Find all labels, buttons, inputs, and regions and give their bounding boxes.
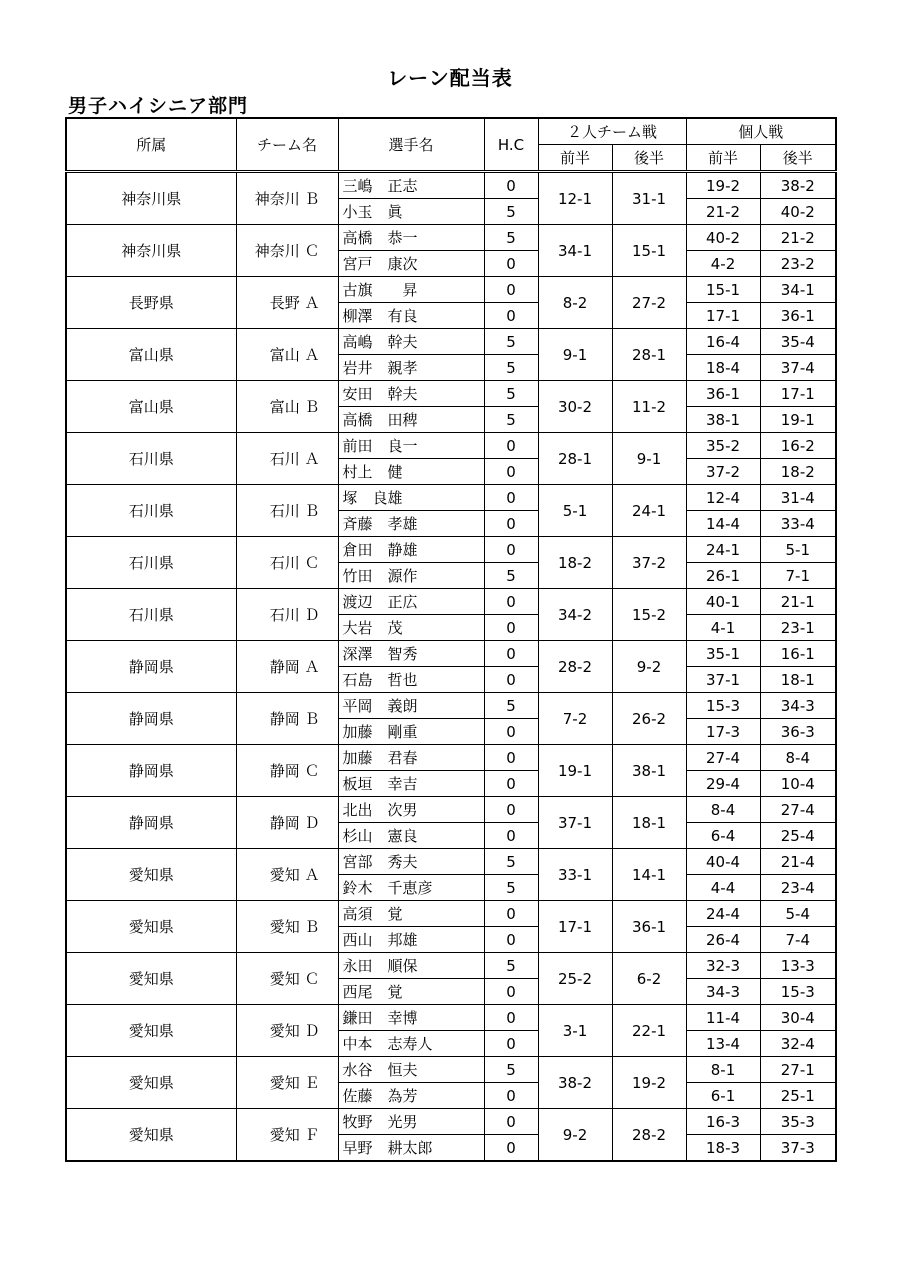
- header-affiliation: 所属: [66, 118, 236, 172]
- player-name-cell: 斉藤 孝雄: [338, 511, 484, 537]
- affiliation-cell: 愛知県: [66, 1109, 236, 1162]
- team-name-cell: 神奈川 Ｂ: [236, 172, 338, 225]
- individual-lane-second-cell: 37-4: [760, 355, 836, 381]
- team-name-cell: 静岡 Ｄ: [236, 797, 338, 849]
- team-lane-second-cell: 18-1: [612, 797, 686, 849]
- team-lane-first-cell: 8-2: [538, 277, 612, 329]
- team-lane-first-cell: 19-1: [538, 745, 612, 797]
- individual-lane-first-cell: 26-4: [686, 927, 760, 953]
- individual-lane-first-cell: 11-4: [686, 1005, 760, 1031]
- handicap-cell: 5: [484, 199, 538, 225]
- team-row: [66, 849, 836, 875]
- team-row: [66, 589, 836, 615]
- affiliation-cell: 石川県: [66, 433, 236, 485]
- player-name-cell: 高橋 恭一: [338, 225, 484, 251]
- handicap-cell: 0: [484, 251, 538, 277]
- handicap-cell: 5: [484, 563, 538, 589]
- team-lane-first-cell: 12-1: [538, 172, 612, 225]
- team-lane-second-cell: 26-2: [612, 693, 686, 745]
- individual-lane-second-cell: 16-2: [760, 433, 836, 459]
- individual-lane-first-cell: 6-4: [686, 823, 760, 849]
- handicap-cell: 0: [484, 485, 538, 511]
- player-name-cell: 西尾 覚: [338, 979, 484, 1005]
- individual-lane-second-cell: 36-1: [760, 303, 836, 329]
- team-lane-second-cell: 27-2: [612, 277, 686, 329]
- handicap-cell: 0: [484, 1031, 538, 1057]
- individual-lane-second-cell: 27-4: [760, 797, 836, 823]
- player-name-cell: 板垣 幸吉: [338, 771, 484, 797]
- player-name-cell: 高橋 田稗: [338, 407, 484, 433]
- handicap-cell: 0: [484, 927, 538, 953]
- individual-lane-second-cell: 37-3: [760, 1135, 836, 1162]
- individual-lane-first-cell: 8-4: [686, 797, 760, 823]
- individual-lane-second-cell: 27-1: [760, 1057, 836, 1083]
- handicap-cell: 0: [484, 901, 538, 927]
- team-name-cell: 富山 Ｂ: [236, 381, 338, 433]
- player-name-cell: 柳澤 有良: [338, 303, 484, 329]
- header-team-name: チーム名: [236, 118, 338, 172]
- team-lane-first-cell: 34-2: [538, 589, 612, 641]
- affiliation-cell: 愛知県: [66, 1005, 236, 1057]
- header-individual: 個人戦: [686, 118, 836, 145]
- team-lane-first-cell: 37-1: [538, 797, 612, 849]
- team-lane-second-cell: 22-1: [612, 1005, 686, 1057]
- individual-lane-first-cell: 16-3: [686, 1109, 760, 1135]
- individual-lane-first-cell: 24-4: [686, 901, 760, 927]
- handicap-cell: 0: [484, 797, 538, 823]
- handicap-cell: 0: [484, 537, 538, 563]
- team-lane-second-cell: 19-2: [612, 1057, 686, 1109]
- individual-lane-second-cell: 30-4: [760, 1005, 836, 1031]
- team-lane-second-cell: 38-1: [612, 745, 686, 797]
- handicap-cell: 0: [484, 979, 538, 1005]
- handicap-cell: 5: [484, 381, 538, 407]
- team-row: [66, 537, 836, 563]
- affiliation-cell: 愛知県: [66, 849, 236, 901]
- player-name-cell: 水谷 恒夫: [338, 1057, 484, 1083]
- individual-lane-first-cell: 26-1: [686, 563, 760, 589]
- handicap-cell: 5: [484, 875, 538, 901]
- individual-lane-second-cell: 38-2: [760, 172, 836, 199]
- team-lane-second-cell: 9-1: [612, 433, 686, 485]
- team-row: [66, 277, 836, 303]
- player-name-cell: 倉田 静雄: [338, 537, 484, 563]
- individual-lane-first-cell: 15-3: [686, 693, 760, 719]
- player-name-cell: 岩井 親孝: [338, 355, 484, 381]
- header-team-second-half: 後半: [612, 145, 686, 172]
- individual-lane-second-cell: 10-4: [760, 771, 836, 797]
- affiliation-cell: 愛知県: [66, 1057, 236, 1109]
- team-lane-second-cell: 36-1: [612, 901, 686, 953]
- player-name-cell: 杉山 憲良: [338, 823, 484, 849]
- player-name-cell: 小玉 眞: [338, 199, 484, 225]
- player-name-cell: 前田 良一: [338, 433, 484, 459]
- individual-lane-second-cell: 17-1: [760, 381, 836, 407]
- team-name-cell: 愛知 Ｅ: [236, 1057, 338, 1109]
- individual-lane-first-cell: 18-4: [686, 355, 760, 381]
- individual-lane-second-cell: 16-1: [760, 641, 836, 667]
- affiliation-cell: 愛知県: [66, 901, 236, 953]
- individual-lane-first-cell: 17-3: [686, 719, 760, 745]
- team-name-cell: 愛知 Ｆ: [236, 1109, 338, 1162]
- player-name-cell: 宮戸 康次: [338, 251, 484, 277]
- team-row: [66, 172, 836, 199]
- individual-lane-first-cell: 4-1: [686, 615, 760, 641]
- player-name-cell: 加藤 君春: [338, 745, 484, 771]
- header-player-name: 選手名: [338, 118, 484, 172]
- individual-lane-second-cell: 21-2: [760, 225, 836, 251]
- individual-lane-second-cell: 7-4: [760, 927, 836, 953]
- player-name-cell: 大岩 茂: [338, 615, 484, 641]
- individual-lane-first-cell: 4-4: [686, 875, 760, 901]
- individual-lane-first-cell: 19-2: [686, 172, 760, 199]
- team-lane-first-cell: 5-1: [538, 485, 612, 537]
- player-name-cell: 村上 健: [338, 459, 484, 485]
- affiliation-cell: 神奈川県: [66, 172, 236, 225]
- individual-lane-first-cell: 29-4: [686, 771, 760, 797]
- team-row: [66, 329, 836, 355]
- team-name-cell: 静岡 Ｂ: [236, 693, 338, 745]
- individual-lane-first-cell: 14-4: [686, 511, 760, 537]
- player-name-cell: 牧野 光男: [338, 1109, 484, 1135]
- team-lane-second-cell: 15-1: [612, 225, 686, 277]
- individual-lane-second-cell: 25-4: [760, 823, 836, 849]
- team-lane-first-cell: 17-1: [538, 901, 612, 953]
- handicap-cell: 0: [484, 771, 538, 797]
- player-name-cell: 加藤 剛重: [338, 719, 484, 745]
- header-individual-first-half: 前半: [686, 145, 760, 172]
- individual-lane-first-cell: 40-2: [686, 225, 760, 251]
- handicap-cell: 0: [484, 1135, 538, 1162]
- team-name-cell: 石川 Ａ: [236, 433, 338, 485]
- team-lane-first-cell: 38-2: [538, 1057, 612, 1109]
- individual-lane-second-cell: 25-1: [760, 1083, 836, 1109]
- handicap-cell: 0: [484, 1005, 538, 1031]
- team-name-cell: 石川 Ｂ: [236, 485, 338, 537]
- handicap-cell: 0: [484, 433, 538, 459]
- individual-lane-second-cell: 21-1: [760, 589, 836, 615]
- individual-lane-second-cell: 19-1: [760, 407, 836, 433]
- team-lane-first-cell: 3-1: [538, 1005, 612, 1057]
- affiliation-cell: 富山県: [66, 329, 236, 381]
- team-lane-second-cell: 9-2: [612, 641, 686, 693]
- player-name-cell: 鎌田 幸博: [338, 1005, 484, 1031]
- team-lane-second-cell: 31-1: [612, 172, 686, 225]
- individual-lane-first-cell: 36-1: [686, 381, 760, 407]
- handicap-cell: 0: [484, 172, 538, 199]
- individual-lane-second-cell: 18-1: [760, 667, 836, 693]
- player-name-cell: 平岡 義朗: [338, 693, 484, 719]
- individual-lane-second-cell: 23-4: [760, 875, 836, 901]
- player-name-cell: 高嶋 幹夫: [338, 329, 484, 355]
- individual-lane-first-cell: 16-4: [686, 329, 760, 355]
- individual-lane-first-cell: 6-1: [686, 1083, 760, 1109]
- team-name-cell: 愛知 Ａ: [236, 849, 338, 901]
- individual-lane-second-cell: 8-4: [760, 745, 836, 771]
- team-lane-first-cell: 30-2: [538, 381, 612, 433]
- team-row: [66, 693, 836, 719]
- team-row: [66, 433, 836, 459]
- team-lane-first-cell: 9-2: [538, 1109, 612, 1162]
- player-name-cell: 深澤 智秀: [338, 641, 484, 667]
- handicap-cell: 5: [484, 329, 538, 355]
- individual-lane-first-cell: 13-4: [686, 1031, 760, 1057]
- team-row: [66, 485, 836, 511]
- team-name-cell: 神奈川 Ｃ: [236, 225, 338, 277]
- team-row: [66, 797, 836, 823]
- affiliation-cell: 石川県: [66, 537, 236, 589]
- handicap-cell: 0: [484, 277, 538, 303]
- handicap-cell: 5: [484, 225, 538, 251]
- individual-lane-first-cell: 4-2: [686, 251, 760, 277]
- affiliation-cell: 神奈川県: [66, 225, 236, 277]
- individual-lane-second-cell: 13-3: [760, 953, 836, 979]
- individual-lane-second-cell: 21-4: [760, 849, 836, 875]
- individual-lane-second-cell: 23-2: [760, 251, 836, 277]
- individual-lane-second-cell: 35-3: [760, 1109, 836, 1135]
- individual-lane-first-cell: 35-2: [686, 433, 760, 459]
- team-row: [66, 1109, 836, 1135]
- individual-lane-second-cell: 5-4: [760, 901, 836, 927]
- individual-lane-first-cell: 32-3: [686, 953, 760, 979]
- team-lane-first-cell: 28-1: [538, 433, 612, 485]
- individual-lane-first-cell: 27-4: [686, 745, 760, 771]
- team-lane-second-cell: 37-2: [612, 537, 686, 589]
- handicap-cell: 0: [484, 589, 538, 615]
- team-lane-second-cell: 11-2: [612, 381, 686, 433]
- team-name-cell: 石川 Ｃ: [236, 537, 338, 589]
- player-name-cell: 石島 哲也: [338, 667, 484, 693]
- handicap-cell: 0: [484, 641, 538, 667]
- team-lane-first-cell: 9-1: [538, 329, 612, 381]
- document-title: レーン配当表: [387, 66, 513, 90]
- individual-lane-first-cell: 18-3: [686, 1135, 760, 1162]
- player-name-cell: 古旗 昇: [338, 277, 484, 303]
- affiliation-cell: 石川県: [66, 589, 236, 641]
- individual-lane-first-cell: 40-4: [686, 849, 760, 875]
- team-row: [66, 745, 836, 771]
- team-lane-second-cell: 24-1: [612, 485, 686, 537]
- team-row: [66, 1057, 836, 1083]
- player-name-cell: 竹田 源作: [338, 563, 484, 589]
- individual-lane-second-cell: 34-3: [760, 693, 836, 719]
- player-name-cell: 早野 耕太郎: [338, 1135, 484, 1162]
- player-name-cell: 北出 次男: [338, 797, 484, 823]
- individual-lane-second-cell: 34-1: [760, 277, 836, 303]
- player-name-cell: 中本 志寿人: [338, 1031, 484, 1057]
- team-name-cell: 愛知 Ｂ: [236, 901, 338, 953]
- handicap-cell: 0: [484, 719, 538, 745]
- team-lane-second-cell: 28-1: [612, 329, 686, 381]
- individual-lane-second-cell: 32-4: [760, 1031, 836, 1057]
- affiliation-cell: 愛知県: [66, 953, 236, 1005]
- individual-lane-first-cell: 15-1: [686, 277, 760, 303]
- handicap-cell: 0: [484, 745, 538, 771]
- individual-lane-second-cell: 31-4: [760, 485, 836, 511]
- team-name-cell: 長野 Ａ: [236, 277, 338, 329]
- team-name-cell: 静岡 Ｃ: [236, 745, 338, 797]
- handicap-cell: 0: [484, 459, 538, 485]
- team-row: [66, 381, 836, 407]
- individual-lane-first-cell: 17-1: [686, 303, 760, 329]
- team-lane-first-cell: 28-2: [538, 641, 612, 693]
- affiliation-cell: 静岡県: [66, 693, 236, 745]
- handicap-cell: 5: [484, 953, 538, 979]
- team-row: [66, 641, 836, 667]
- individual-lane-second-cell: 23-1: [760, 615, 836, 641]
- team-row: [66, 1005, 836, 1031]
- individual-lane-first-cell: 35-1: [686, 641, 760, 667]
- team-lane-second-cell: 15-2: [612, 589, 686, 641]
- individual-lane-first-cell: 8-1: [686, 1057, 760, 1083]
- individual-lane-first-cell: 38-1: [686, 407, 760, 433]
- individual-lane-second-cell: 7-1: [760, 563, 836, 589]
- affiliation-cell: 静岡県: [66, 641, 236, 693]
- team-lane-first-cell: 25-2: [538, 953, 612, 1005]
- player-name-cell: 西山 邦雄: [338, 927, 484, 953]
- handicap-cell: 5: [484, 849, 538, 875]
- team-lane-first-cell: 33-1: [538, 849, 612, 901]
- player-name-cell: 佐藤 為芳: [338, 1083, 484, 1109]
- individual-lane-second-cell: 36-3: [760, 719, 836, 745]
- individual-lane-second-cell: 18-2: [760, 459, 836, 485]
- player-name-cell: 鈴木 千恵彦: [338, 875, 484, 901]
- individual-lane-first-cell: 37-2: [686, 459, 760, 485]
- handicap-cell: 5: [484, 407, 538, 433]
- affiliation-cell: 長野県: [66, 277, 236, 329]
- team-row: [66, 901, 836, 927]
- team-row: [66, 953, 836, 979]
- individual-lane-second-cell: 35-4: [760, 329, 836, 355]
- individual-lane-first-cell: 37-1: [686, 667, 760, 693]
- team-name-cell: 愛知 Ｄ: [236, 1005, 338, 1057]
- affiliation-cell: 石川県: [66, 485, 236, 537]
- individual-lane-first-cell: 34-3: [686, 979, 760, 1005]
- team-row: [66, 225, 836, 251]
- team-lane-first-cell: 18-2: [538, 537, 612, 589]
- affiliation-cell: 静岡県: [66, 745, 236, 797]
- player-name-cell: 宮部 秀夫: [338, 849, 484, 875]
- player-name-cell: 永田 順保: [338, 953, 484, 979]
- individual-lane-first-cell: 40-1: [686, 589, 760, 615]
- handicap-cell: 0: [484, 511, 538, 537]
- handicap-cell: 5: [484, 1057, 538, 1083]
- individual-lane-second-cell: 5-1: [760, 537, 836, 563]
- handicap-cell: 0: [484, 615, 538, 641]
- handicap-cell: 0: [484, 823, 538, 849]
- individual-lane-second-cell: 40-2: [760, 199, 836, 225]
- individual-lane-first-cell: 12-4: [686, 485, 760, 511]
- table-body: [66, 172, 836, 1162]
- header-team-first-half: 前半: [538, 145, 612, 172]
- team-name-cell: 石川 Ｄ: [236, 589, 338, 641]
- header-handicap: H.C: [484, 118, 538, 172]
- individual-lane-first-cell: 21-2: [686, 199, 760, 225]
- team-name-cell: 愛知 Ｃ: [236, 953, 338, 1005]
- team-lane-second-cell: 6-2: [612, 953, 686, 1005]
- header-individual-second-half: 後半: [760, 145, 836, 172]
- team-lane-second-cell: 14-1: [612, 849, 686, 901]
- header-two-person-team: ２人チーム戦: [538, 118, 686, 145]
- player-name-cell: 安田 幹夫: [338, 381, 484, 407]
- lane-assignment-table: [65, 117, 837, 1162]
- player-name-cell: 高須 覚: [338, 901, 484, 927]
- affiliation-cell: 静岡県: [66, 797, 236, 849]
- individual-lane-second-cell: 15-3: [760, 979, 836, 1005]
- player-name-cell: 塚 良雄: [338, 485, 484, 511]
- team-lane-first-cell: 34-1: [538, 225, 612, 277]
- handicap-cell: 0: [484, 303, 538, 329]
- handicap-cell: 0: [484, 667, 538, 693]
- player-name-cell: 三嶋 正志: [338, 172, 484, 199]
- team-name-cell: 静岡 Ａ: [236, 641, 338, 693]
- team-name-cell: 富山 Ａ: [236, 329, 338, 381]
- section-title: 男子ハイシニア部門: [68, 95, 249, 117]
- header-row-1: [66, 118, 836, 145]
- team-lane-second-cell: 28-2: [612, 1109, 686, 1162]
- handicap-cell: 0: [484, 1109, 538, 1135]
- handicap-cell: 0: [484, 1083, 538, 1109]
- handicap-cell: 5: [484, 693, 538, 719]
- individual-lane-second-cell: 33-4: [760, 511, 836, 537]
- individual-lane-first-cell: 24-1: [686, 537, 760, 563]
- team-lane-first-cell: 7-2: [538, 693, 612, 745]
- handicap-cell: 5: [484, 355, 538, 381]
- affiliation-cell: 富山県: [66, 381, 236, 433]
- player-name-cell: 渡辺 正広: [338, 589, 484, 615]
